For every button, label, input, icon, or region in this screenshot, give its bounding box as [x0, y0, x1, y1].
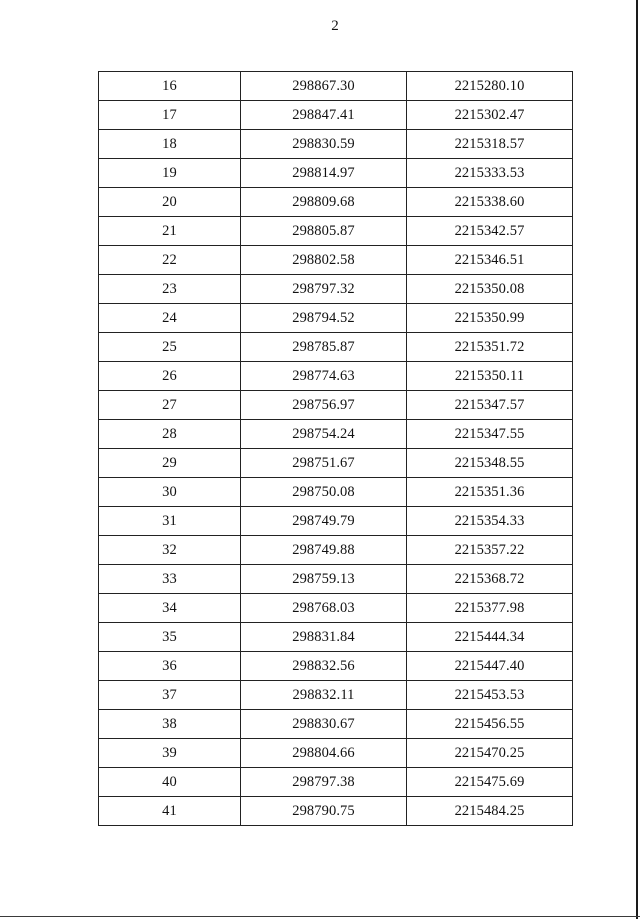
y-coordinate-cell: 2215347.57 [407, 391, 573, 420]
y-coordinate-cell: 2215342.57 [407, 217, 573, 246]
table-row [99, 507, 573, 536]
x-coordinate-cell: 298831.84 [241, 623, 407, 652]
x-coordinate-cell: 298802.58 [241, 246, 407, 275]
y-coordinate-cell: 2215484.25 [407, 797, 573, 826]
x-coordinate-cell: 298797.32 [241, 275, 407, 304]
table-row [99, 391, 573, 420]
point-number-cell: 34 [99, 594, 241, 623]
table-row [99, 72, 573, 101]
y-coordinate-cell: 2215351.72 [407, 333, 573, 362]
page-edge-bottom [0, 916, 640, 917]
point-number-cell: 28 [99, 420, 241, 449]
x-coordinate-cell: 298750.08 [241, 478, 407, 507]
x-coordinate-cell: 298832.56 [241, 652, 407, 681]
table-row [99, 188, 573, 217]
point-number-cell: 40 [99, 768, 241, 797]
table-row [99, 594, 573, 623]
x-coordinate-cell: 298790.75 [241, 797, 407, 826]
y-coordinate-cell: 2215475.69 [407, 768, 573, 797]
x-coordinate-cell: 298785.87 [241, 333, 407, 362]
table-row [99, 362, 573, 391]
y-coordinate-cell: 2215456.55 [407, 710, 573, 739]
table-row [99, 768, 573, 797]
x-coordinate-cell: 298774.63 [241, 362, 407, 391]
point-number-cell: 27 [99, 391, 241, 420]
table-row [99, 275, 573, 304]
page-edge-right [636, 0, 638, 919]
table-row [99, 420, 573, 449]
table-row [99, 623, 573, 652]
point-number-cell: 30 [99, 478, 241, 507]
point-number-cell: 31 [99, 507, 241, 536]
table-row [99, 101, 573, 130]
x-coordinate-cell: 298797.38 [241, 768, 407, 797]
y-coordinate-cell: 2215351.36 [407, 478, 573, 507]
point-number-cell: 36 [99, 652, 241, 681]
point-number-cell: 16 [99, 72, 241, 101]
x-coordinate-cell: 298756.97 [241, 391, 407, 420]
point-number-cell: 19 [99, 159, 241, 188]
point-number-cell: 26 [99, 362, 241, 391]
point-number-cell: 29 [99, 449, 241, 478]
y-coordinate-cell: 2215318.57 [407, 130, 573, 159]
point-number-cell: 32 [99, 536, 241, 565]
table-row [99, 536, 573, 565]
y-coordinate-cell: 2215444.34 [407, 623, 573, 652]
table-row [99, 681, 573, 710]
y-coordinate-cell: 2215346.51 [407, 246, 573, 275]
table-row [99, 246, 573, 275]
y-coordinate-cell: 2215447.40 [407, 652, 573, 681]
y-coordinate-cell: 2215368.72 [407, 565, 573, 594]
point-number-cell: 39 [99, 739, 241, 768]
x-coordinate-cell: 298751.67 [241, 449, 407, 478]
x-coordinate-cell: 298749.88 [241, 536, 407, 565]
y-coordinate-cell: 2215453.53 [407, 681, 573, 710]
page-number: 2 [331, 18, 339, 34]
x-coordinate-cell: 298768.03 [241, 594, 407, 623]
point-number-cell: 17 [99, 101, 241, 130]
x-coordinate-cell: 298804.66 [241, 739, 407, 768]
point-number-cell: 33 [99, 565, 241, 594]
point-number-cell: 25 [99, 333, 241, 362]
point-number-cell: 18 [99, 130, 241, 159]
point-number-cell: 38 [99, 710, 241, 739]
y-coordinate-cell: 2215348.55 [407, 449, 573, 478]
y-coordinate-cell: 2215350.08 [407, 275, 573, 304]
y-coordinate-cell: 2215302.47 [407, 101, 573, 130]
table-row [99, 130, 573, 159]
y-coordinate-cell: 2215354.33 [407, 507, 573, 536]
y-coordinate-cell: 2215280.10 [407, 72, 573, 101]
table-row [99, 333, 573, 362]
point-number-cell: 24 [99, 304, 241, 333]
coordinates-table [98, 71, 573, 826]
table-row [99, 159, 573, 188]
y-coordinate-cell: 2215470.25 [407, 739, 573, 768]
x-coordinate-cell: 298814.97 [241, 159, 407, 188]
point-number-cell: 35 [99, 623, 241, 652]
table-row [99, 217, 573, 246]
y-coordinate-cell: 2215338.60 [407, 188, 573, 217]
x-coordinate-cell: 298809.68 [241, 188, 407, 217]
point-number-cell: 20 [99, 188, 241, 217]
table-row [99, 710, 573, 739]
y-coordinate-cell: 2215347.55 [407, 420, 573, 449]
x-coordinate-cell: 298794.52 [241, 304, 407, 333]
x-coordinate-cell: 298749.79 [241, 507, 407, 536]
x-coordinate-cell: 298759.13 [241, 565, 407, 594]
table-row [99, 739, 573, 768]
x-coordinate-cell: 298830.59 [241, 130, 407, 159]
x-coordinate-cell: 298847.41 [241, 101, 407, 130]
x-coordinate-cell: 298867.30 [241, 72, 407, 101]
coordinates-table-body [99, 72, 573, 826]
y-coordinate-cell: 2215350.99 [407, 304, 573, 333]
y-coordinate-cell: 2215357.22 [407, 536, 573, 565]
x-coordinate-cell: 298832.11 [241, 681, 407, 710]
table-row [99, 304, 573, 333]
x-coordinate-cell: 298830.67 [241, 710, 407, 739]
y-coordinate-cell: 2215333.53 [407, 159, 573, 188]
point-number-cell: 23 [99, 275, 241, 304]
table-row [99, 449, 573, 478]
table-row [99, 797, 573, 826]
x-coordinate-cell: 298805.87 [241, 217, 407, 246]
x-coordinate-cell: 298754.24 [241, 420, 407, 449]
table-row [99, 478, 573, 507]
y-coordinate-cell: 2215377.98 [407, 594, 573, 623]
point-number-cell: 41 [99, 797, 241, 826]
table-row [99, 652, 573, 681]
table-row [99, 565, 573, 594]
point-number-cell: 22 [99, 246, 241, 275]
point-number-cell: 21 [99, 217, 241, 246]
y-coordinate-cell: 2215350.11 [407, 362, 573, 391]
point-number-cell: 37 [99, 681, 241, 710]
